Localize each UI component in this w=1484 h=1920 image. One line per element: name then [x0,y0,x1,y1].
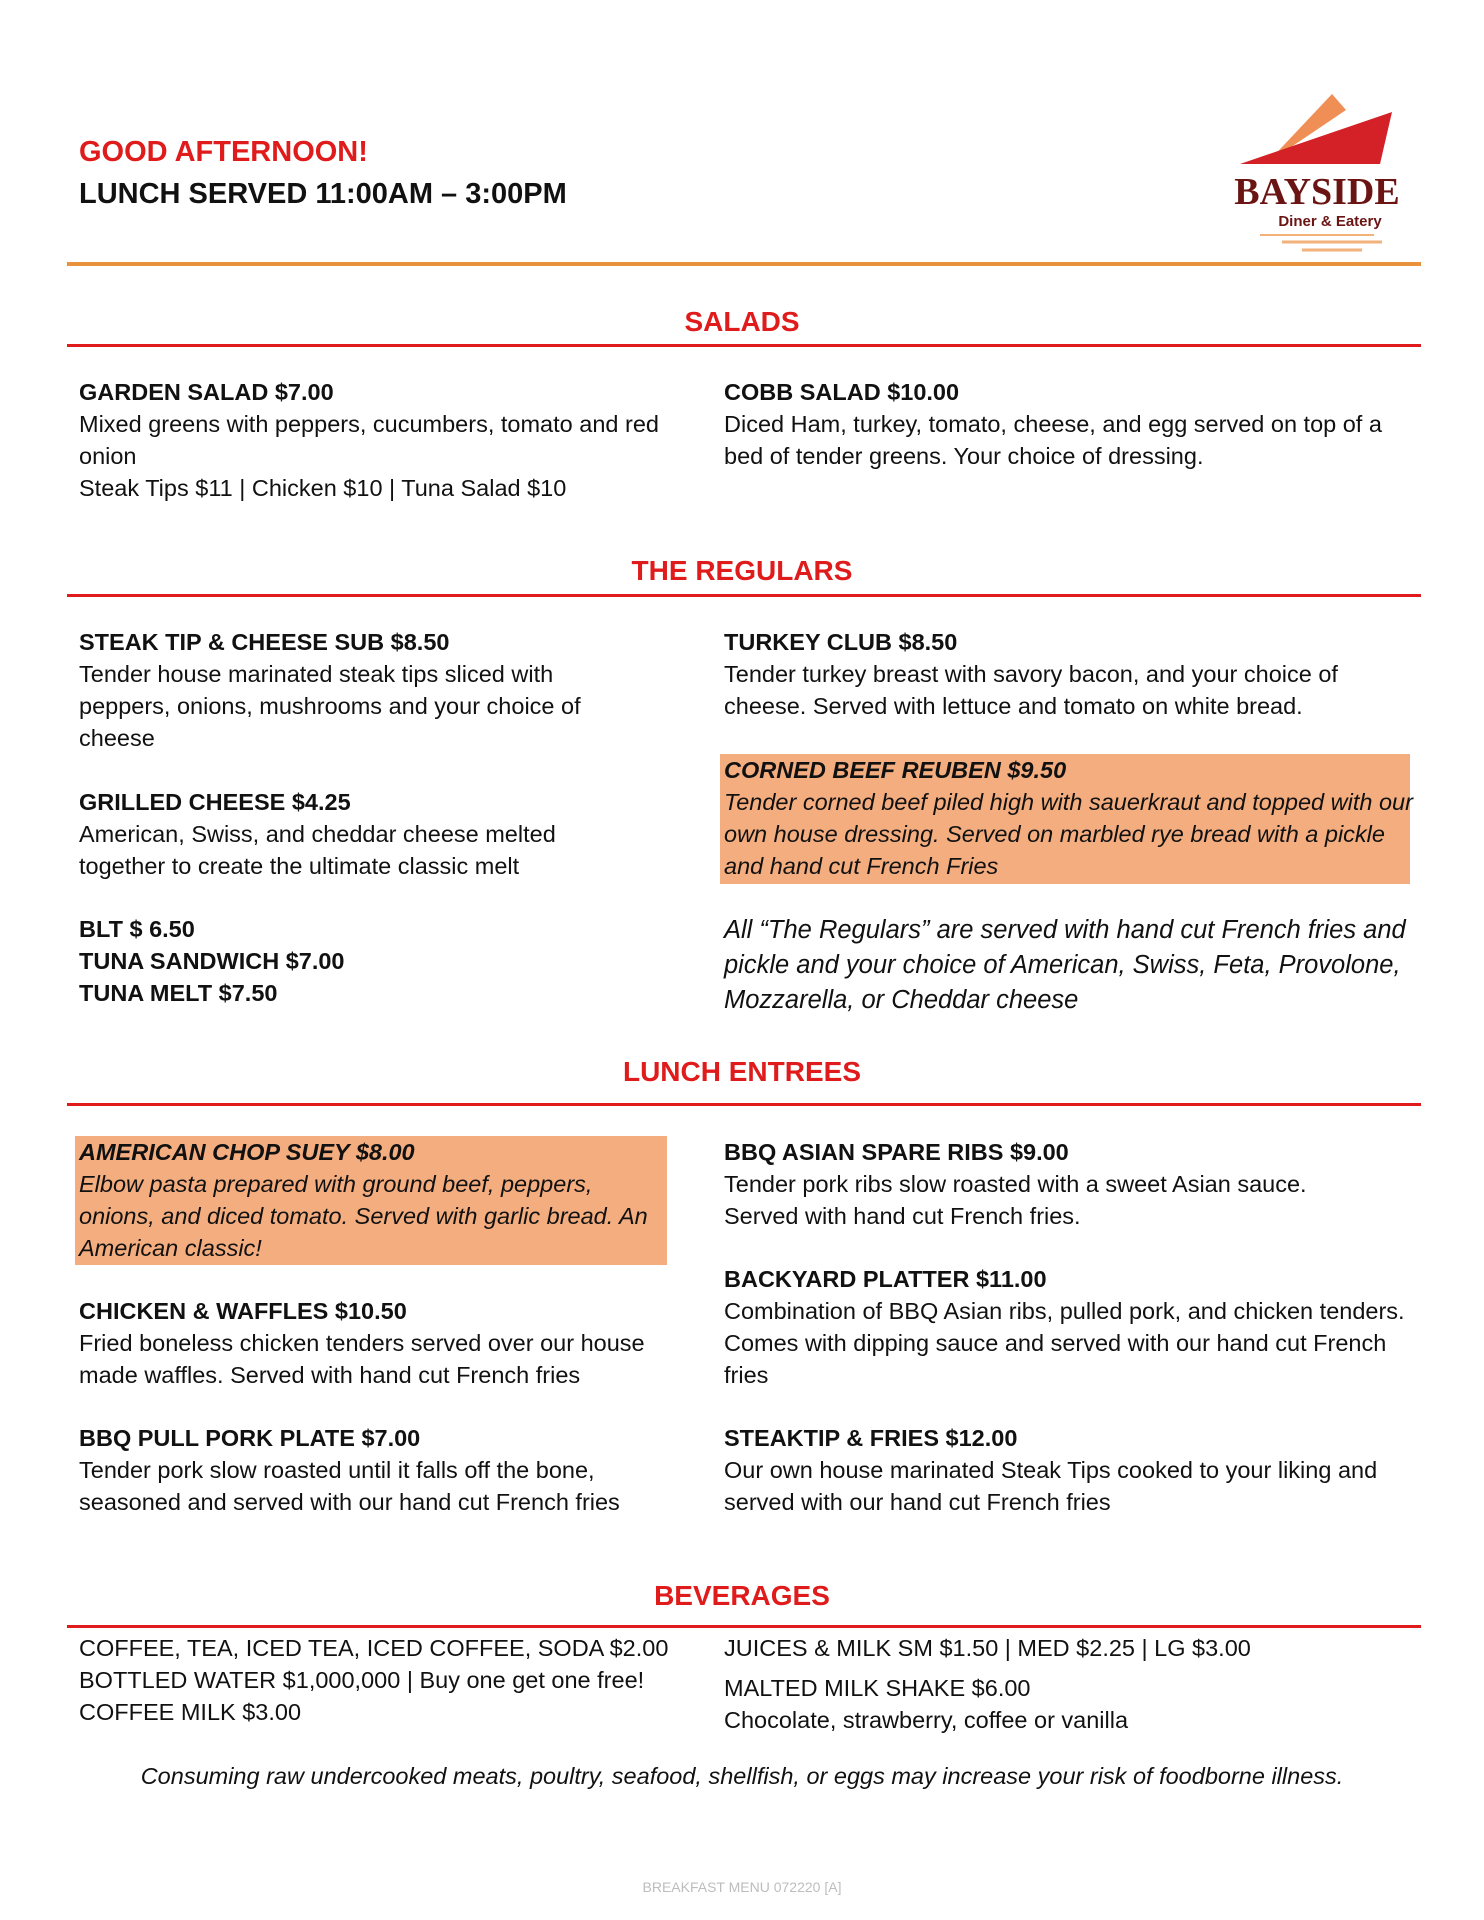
item-name: TURKEY CLUB $8.50 [724,629,958,655]
item-description: Combination of BBQ Asian ribs, pulled pork, and chicken tenders. Comes with dipping sauce and served with our hand cut French fries [724,1298,1405,1388]
item-name: AMERICAN CHOP SUEY $8.00 [79,1139,415,1165]
item-name: BBQ PULL PORK PLATE $7.00 [79,1425,421,1451]
menu-item-steak-tip-cheese-sub [79,626,649,754]
lunch-hours: LUNCH SERVED 11:00AM – 3:00PM [79,178,567,210]
item-addons: Steak Tips $11 | Chicken $10 | Tuna Salad $10 [79,475,567,501]
item-description: Our own house marinated Steak Tips cooked to your liking and served with our hand cut French fries [724,1457,1378,1515]
beverage-line: JUICES & MILK SM $1.50 | MED $2.25 | LG $3.00 [724,1635,1251,1661]
section-title-regulars: THE REGULARS [631,555,853,586]
menu-item-bbq-pull-pork-plate [79,1422,689,1518]
regulars-divider [67,594,1421,597]
item-description: Tender pork ribs slow roasted with a sweet Asian sauce. Served with hand cut French fries. [724,1171,1307,1229]
menu-item-corned-beef-reuben [724,754,1414,882]
item-description: Fried boneless chicken tenders served over our house made waffles. Served with hand cut French fries [79,1330,645,1388]
item-name: BBQ ASIAN SPARE RIBS $9.00 [724,1139,1069,1165]
beverages-divider [67,1625,1421,1628]
section-title-salads: SALADS [684,306,800,337]
section-title-lunch-entrees: LUNCH ENTREES [622,1056,861,1087]
item-name: GRILLED CHEESE $4.25 [79,789,351,815]
beverage-line: BOTTLED WATER $1,000,000 | Buy one get one free! [79,1667,645,1693]
menu-item-grilled-cheese [79,786,639,882]
footer-code: BREAKFAST MENU 072220 [A] [642,1879,842,1895]
boat-sail-icon [1222,92,1412,260]
beverages-left-list [79,1632,719,1728]
food-safety-disclaimer: Consuming raw undercooked meats, poultry, seafood, shellfish, or eggs may increase your risk of foodborne illness. [140,1763,1344,1789]
menu-item-garden-salad [79,376,679,504]
simple-items-list [79,913,345,1009]
entrees-divider [67,1103,1421,1106]
menu-item-tuna-sandwich: TUNA SANDWICH $7.00 [79,948,345,974]
item-name: COBB SALAD $10.00 [724,379,960,405]
salads-divider [67,344,1421,347]
menu-item-blt: BLT $ 6.50 [79,916,195,942]
item-name: STEAKTIP & FRIES $12.00 [724,1425,1018,1451]
menu-item-chicken-waffles [79,1295,689,1391]
item-description: American, Swiss, and cheddar cheese melted together to create the ultimate classic melt [79,821,556,879]
menu-item-backyard-platter [724,1263,1414,1391]
item-description: Tender turkey breast with savory bacon, and your choice of cheese. Served with lettuce and tomato on white bread. [724,661,1338,719]
menu-item-tuna-melt: TUNA MELT $7.50 [79,980,278,1006]
bayside-logo [1222,92,1412,260]
section-title-beverages: BEVERAGES [654,1580,830,1611]
menu-item-american-chop-suey [79,1136,659,1264]
menu-item-turkey-club [724,626,1414,722]
greeting-heading: GOOD AFTERNOON! [79,136,368,168]
beverage-line: COFFEE MILK $3.00 [79,1699,302,1725]
beverage-line: Chocolate, strawberry, coffee or vanilla [724,1707,1129,1733]
item-description: Tender corned beef piled high with sauerkraut and topped with our own house dressing. Served on marbled rye bread with a pickle and hand cut French Fries [724,789,1413,879]
menu-item-cobb-salad [724,376,1424,472]
beverage-line: COFFEE, TEA, ICED TEA, ICED COFFEE, SODA $2.00 [79,1635,669,1661]
menu-item-steaktip-fries [724,1422,1424,1518]
item-description: Mixed greens with peppers, cucumbers, tomato and red onion [79,411,659,469]
item-name: BACKYARD PLATTER $11.00 [724,1266,1047,1292]
item-description: Tender pork slow roasted until it falls off the bone, seasoned and served with our hand cut French fries [79,1457,620,1515]
item-name: CORNED BEEF REUBEN $9.50 [724,757,1067,783]
beverage-line: MALTED MILK SHAKE $6.00 [724,1675,1031,1701]
logo-tagline: Diner & Eatery [1278,213,1382,230]
item-name: GARDEN SALAD $7.00 [79,379,334,405]
header-divider [67,262,1421,266]
item-description: Diced Ham, turkey, tomato, cheese, and egg served on top of a bed of tender greens. Your choice of dressing. [724,411,1382,469]
beverages-right-list [724,1632,1414,1736]
item-description: Elbow pasta prepared with ground beef, peppers, onions, and diced tomato. Served with garlic bread. An American classic! [79,1171,648,1261]
item-description: Tender house marinated steak tips sliced with peppers, onions, mushrooms and your choice of cheese [79,661,581,751]
regulars-note: All “The Regulars” are served with hand cut French fries and pickle and your choice of American, Swiss, Feta, Provolone, Mozzarella, or Cheddar cheese [724,916,1406,1014]
item-name: CHICKEN & WAFFLES $10.50 [79,1298,407,1324]
item-name: STEAK TIP & CHEESE SUB $8.50 [79,629,450,655]
logo-name: BAYSIDE [1234,171,1400,213]
menu-item-bbq-asian-spare-ribs [724,1136,1364,1232]
